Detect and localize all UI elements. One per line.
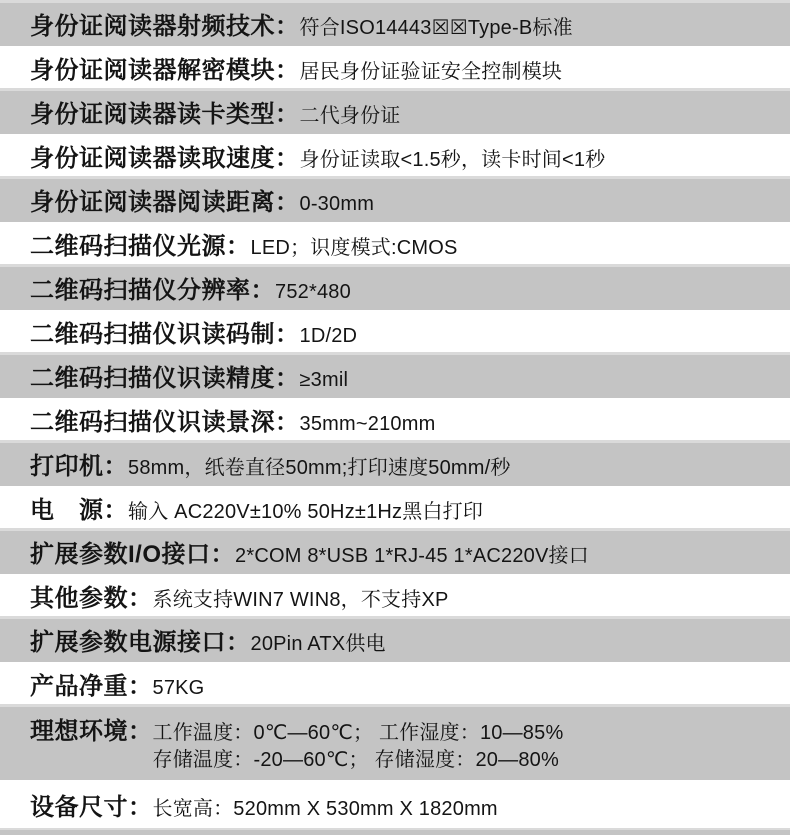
spec-label: 身份证阅读器读取速度： [30, 144, 300, 172]
spec-label: 二维码扫描仪识读精度： [30, 364, 300, 392]
spec-value: 居民身份证验证安全控制模块 [299, 60, 563, 83]
spec-row [0, 46, 790, 88]
spec-label: 身份证阅读器阅读距离： [30, 188, 300, 216]
spec-value: 输入 AC220V±10% 50Hz±1Hz黑白打印 [128, 500, 484, 523]
spec-row [0, 352, 790, 398]
spec-label: 身份证阅读器解密模块： [30, 56, 300, 84]
spec-label: 二维码扫描仪分辨率： [30, 276, 275, 304]
spec-label: 其他参数： [30, 584, 153, 612]
spec-value: 符合ISO14443☒☒Type-B标准 [299, 16, 573, 39]
spec-row [0, 310, 790, 352]
spec-value: 身份证读取<1.5秒，读卡时间<1秒 [299, 148, 606, 171]
spec-value: ≥3mil [299, 368, 349, 391]
spec-value: 57KG [152, 676, 205, 699]
spec-label: 扩展参数I/O接口： [30, 540, 236, 568]
spec-label: 身份证阅读器读卡类型： [30, 100, 300, 128]
spec-label: 身份证阅读器射频技术： [30, 12, 300, 40]
spec-label: 产品净重： [30, 672, 153, 700]
spec-value: 58mm，纸卷直径50mm;打印速度50mm/秒 [128, 456, 511, 479]
spec-value: 2*COM 8*USB 1*RJ-45 1*AC220V接口 [235, 544, 589, 567]
spec-label: 二维码扫描仪识读景深： [30, 408, 300, 436]
spec-value: LED；识度模式:CMOS [250, 236, 458, 259]
spec-value-line2: 存储温度：-20—60℃； 存储湿度：20—80% [152, 748, 559, 771]
spec-label: 二维码扫描仪光源： [30, 232, 251, 260]
spec-row [0, 528, 790, 574]
spec-value: 1D/2D [299, 324, 358, 347]
spec-value: 系统支持WIN7 WIN8，不支持XP [152, 588, 449, 611]
spec-label: 二维码扫描仪识读码制： [30, 320, 300, 348]
spec-row-environment [0, 704, 790, 780]
spec-row [0, 616, 790, 662]
spec-row [0, 176, 790, 222]
spec-row [0, 88, 790, 134]
spec-value-line1: 工作温度：0℃—60℃； 工作湿度：10—85% [152, 721, 564, 744]
spec-row [0, 398, 790, 440]
spec-value: 二代身份证 [299, 104, 401, 127]
spec-value: 752*480 [275, 280, 351, 303]
spec-row [0, 222, 790, 264]
spec-value: 长宽高：520mm X 530mm X 1820mm [152, 797, 498, 820]
spec-label: 设备尺寸： [30, 793, 153, 821]
spec-row [0, 574, 790, 616]
spec-label: 理想环境： [30, 717, 153, 745]
spec-value: 20Pin ATX供电 [250, 632, 386, 655]
spec-row [0, 264, 790, 310]
spec-row [0, 440, 790, 486]
spec-row [0, 780, 790, 828]
spec-value: 35mm~210mm [299, 412, 436, 435]
bottom-divider [0, 828, 790, 835]
spec-value: 0-30mm [299, 192, 375, 215]
spec-label: 打印机： [30, 452, 128, 480]
spec-row [0, 662, 790, 704]
spec-label: 扩展参数电源接口： [30, 628, 251, 656]
spec-row [0, 134, 790, 176]
spec-row [0, 0, 790, 46]
spec-label: 电 源： [30, 496, 128, 524]
spec-row [0, 486, 790, 528]
spec-value-lines [153, 720, 564, 774]
